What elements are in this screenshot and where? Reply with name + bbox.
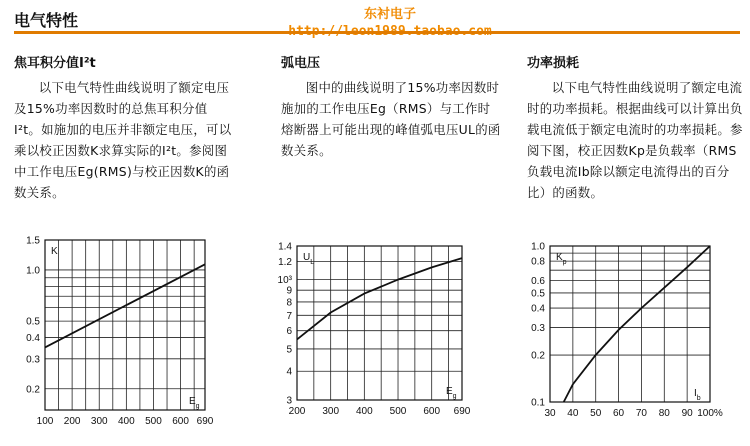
y-tick-label: 3 [286, 395, 292, 407]
x-tick-label: 60 [613, 408, 625, 419]
x-tick-label: 400 [356, 406, 373, 417]
section-heading: 弧电压 [281, 56, 321, 71]
x-tick-label: 70 [635, 408, 647, 419]
section-arc-voltage [281, 52, 501, 161]
section-power-loss [527, 52, 747, 203]
y-axis-label: $K_p$ [556, 252, 567, 266]
series-curve [45, 264, 205, 347]
section-joule-integral [14, 52, 234, 203]
y-axis-label: $U_L$ [303, 252, 315, 266]
x-tick-label: 690 [196, 416, 214, 427]
x-tick-label: 90 [681, 408, 693, 419]
section-heading: 功率损耗 [527, 56, 580, 71]
x-tick-label: 500 [389, 406, 407, 417]
series-curve [564, 246, 710, 402]
chart-k-factor [0, 228, 225, 446]
chart-arc-voltage [262, 228, 477, 446]
y-tick-label: 1.0 [531, 241, 545, 253]
y-tick-label: 1.0 [26, 265, 40, 277]
y-tick-label: 1.4 [278, 241, 292, 253]
section-heading: 焦耳积分值I²t [14, 56, 96, 71]
plot-frame [297, 246, 462, 400]
y-tick-label: 0.8 [531, 256, 545, 268]
y-tick-label: 5 [286, 344, 292, 356]
y-tick-label: 8 [286, 297, 292, 309]
x-tick-label: 200 [63, 416, 81, 427]
y-tick-label: 7 [286, 310, 292, 322]
y-tick-label: 0.6 [531, 276, 545, 288]
watermark-name: 东衬电子 [363, 7, 416, 22]
page-title: 电气特性 [14, 11, 79, 30]
y-tick-label: 4 [286, 366, 292, 378]
y-tick-label: 0.3 [531, 323, 545, 335]
y-tick-label: 9 [286, 285, 292, 297]
y-tick-label: 0.1 [531, 397, 545, 409]
chart-power-loss [520, 228, 750, 446]
x-axis-label: $I_b$ [694, 388, 701, 402]
x-tick-label: 300 [322, 406, 340, 417]
y-tick-label: 6 [286, 326, 292, 338]
y-tick-label: 10³ [277, 275, 292, 287]
title-rule [14, 31, 740, 34]
watermark [270, 6, 510, 40]
x-tick-label: 80 [658, 408, 670, 419]
x-axis-label: $E_g$ [189, 396, 200, 410]
plot-frame [45, 240, 205, 410]
y-tick-label: 0.2 [531, 350, 545, 362]
y-tick-label: 0.5 [531, 288, 545, 300]
y-tick-label: 0.5 [26, 316, 40, 328]
y-tick-label: 1.2 [278, 256, 292, 268]
y-axis-label: K [51, 246, 58, 257]
x-tick-label: 600 [423, 406, 441, 417]
x-tick-label: 40 [567, 408, 579, 419]
x-tick-label: 600 [172, 416, 189, 427]
x-tick-label: 100% [697, 408, 723, 419]
y-tick-label: 0.2 [26, 384, 40, 396]
y-tick-label: 0.4 [26, 333, 40, 345]
y-tick-label: 0.3 [26, 354, 40, 366]
section-text: 以下电气特性曲线说明了额定电压及15%功率因数时的总焦耳积分值I²t。如施加的电压并非额定电压，可以乘以校正因数K求算实际的I²t。参阅图中工作电压Eg(RMS)与校正因数K的函数关系。 [14, 80, 232, 200]
series-curve [297, 258, 462, 339]
x-tick-label: 100 [36, 416, 54, 427]
x-tick-label: 400 [118, 416, 135, 427]
x-tick-label: 300 [90, 416, 108, 427]
y-tick-label: 1.5 [26, 235, 40, 247]
y-tick-label: 0.4 [531, 303, 545, 315]
x-tick-label: 500 [145, 416, 162, 427]
section-text: 图中的曲线说明了15%功率因数时施加的工作电压Eg（RMS）与工作时熔断器上可能出现的峰值弧电压UL的函数关系。 [281, 80, 501, 158]
x-tick-label: 200 [288, 406, 306, 417]
x-tick-label: 30 [544, 408, 556, 419]
section-text: 以下电气特性曲线说明了额定电流时的功率损耗。根据曲线可以计算出负载电流低于额定电流时的功率损耗。参阅下图，校正因数Kp是负载率（RMS负载电流Ib除以额定电流得出的百分比）的函数。 [527, 80, 743, 200]
x-tick-label: 50 [590, 408, 602, 419]
x-tick-label: 690 [453, 406, 471, 417]
x-axis-label: $E_g$ [446, 386, 457, 400]
